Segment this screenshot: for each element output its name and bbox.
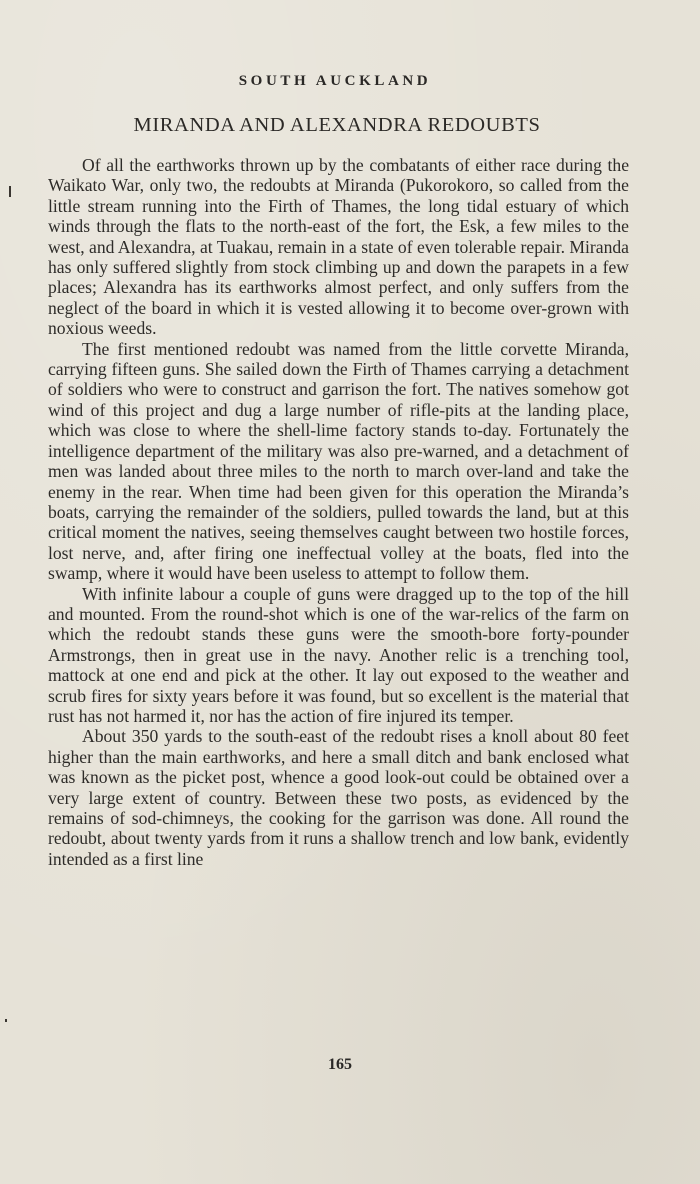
running-head: SOUTH AUCKLAND — [238, 73, 432, 89]
chapter-title: MIRANDA AND ALEXANDRA REDOUBTS — [133, 114, 541, 136]
body-text — [48, 155, 629, 869]
paragraph: About 350 yards to the south-east of the redoubt rises a knoll about 80 feet higher than the main earthworks, and here a small ditch and bank enclosed what was known as the picket post, whence a good look-out could be obtained over a very large extent of country. Between these two posts, as evidenced by the remains of sod-chimneys, the cooking for the garrison was done. All round the redoubt, about twenty yards from it runs a shallow trench and low bank, evidently intended as a first line — [48, 726, 629, 869]
paragraph: The first mentioned redoubt was named from the little corvette Miranda, carrying fifteen guns. She sailed down the Firth of Thames carrying a detachment of soldiers who were to construct and garrison the fort. The natives somehow got wind of this project and dug a large number of rifle-pits at the landing place, which was close to where the shell-lime factory stands to-day. Fortunately the intelligence department of the military was also pre-warned, and a detachment of men was landed about three miles to the north to march over-land and take the enemy in the rear. When time had been given for this operation the Miranda’s boats, carrying the remainder of the soldiers, pulled towards the land, but at this critical moment the natives, seeing themselves caught between two hostile forces, lost nerve, and, after firing one ineffectual volley at the boats, fled into the swamp, where it would have been useless to attempt to follow them. — [48, 338, 629, 584]
margin-mark — [9, 186, 11, 197]
paragraph: With infinite labour a couple of guns were dragged up to the top of the hill and mounted. From the round-shot which is one of the war-relics of the farm on which the redoubt stands these guns were the smooth-bore forty-pounder Armstrongs, then in great use in the navy. Another relic is a trenching tool, mattock at one end and pick at the other. It lay out exposed to the weather and scrub fires for sixty years before it was found, but so excellent is the material that rust has not harmed it, nor has the action of fire injured its temper. — [48, 583, 629, 726]
margin-mark — [5, 1019, 7, 1022]
paragraph: Of all the earthworks thrown up by the combatants of either race during the Waikato War, only two, the redoubts at Miranda (Pukorokoro, so called from the little stream running into the Firth of Thames, the long tidal estuary of which winds through the flats to the north-east of the fort, the Esk, a few miles to the west, and Alexandra, at Tuakau, remain in a state of even tolerable repair. Miranda has only suffered slightly from stock climbing up and down the parapets in a few places; Alexandra has its earthworks almost perfect, and only suffers from the neglect of the board in which it is vested allowing it to become over-grown with noxious weeds. — [48, 155, 629, 339]
page-number: 165 — [328, 1056, 352, 1073]
